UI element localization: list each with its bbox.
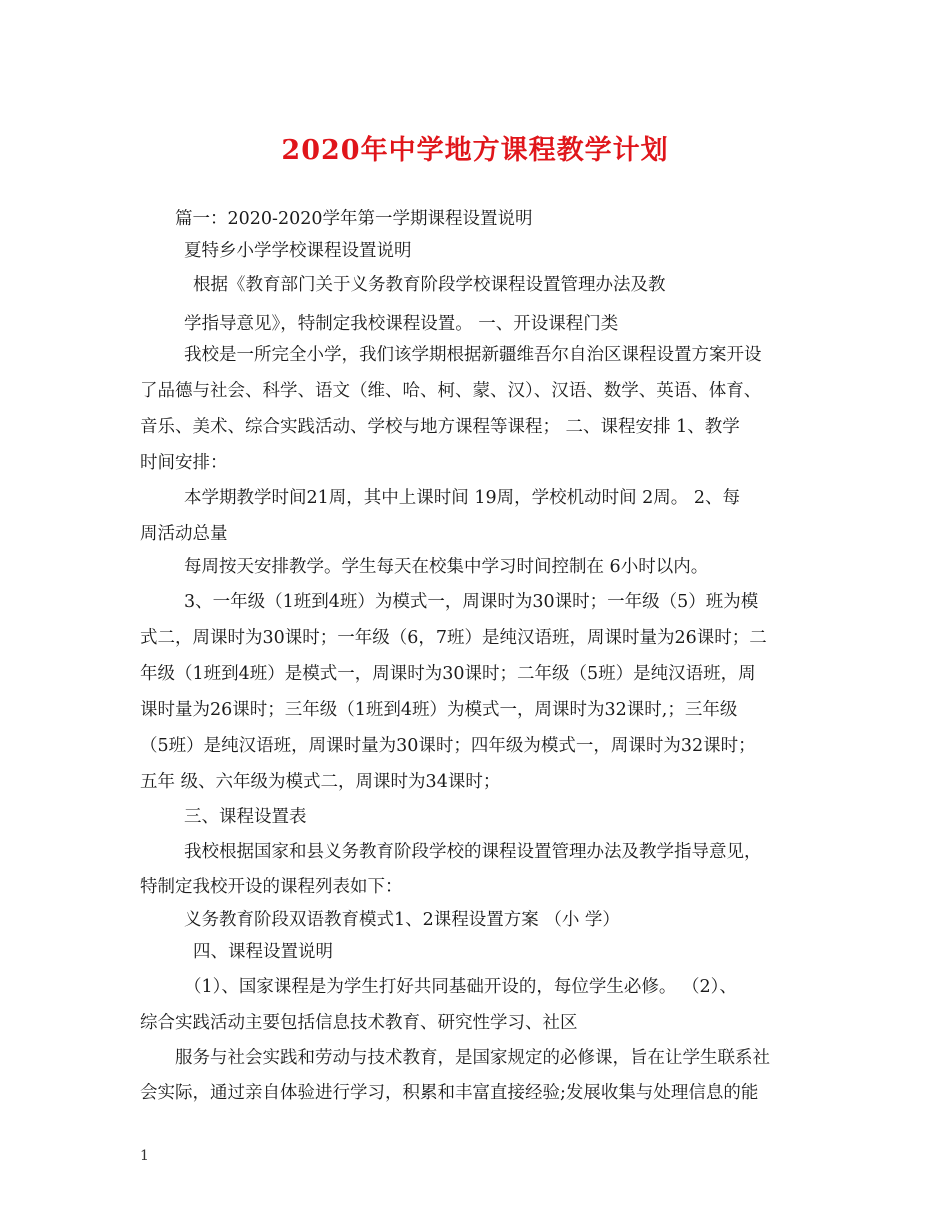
text-line: 服务与社会实践和劳动与技术教育，是国家规定的必修课，旨在让学生联系社	[175, 1048, 770, 1068]
text-line: 夏特乡小学学校课程设置说明	[184, 241, 412, 261]
text-line: 特制定我校开设的课程列表如下：	[140, 877, 403, 897]
text-line: 根据《教育部门关于义务教育阶段学校课程设置管理办法及教	[193, 275, 666, 295]
text-line: 课时量为26课时；三年级（1班到4班）为模式一，周课时为32课时,；三年级	[140, 700, 738, 720]
section-heading: 四、课程设置说明	[193, 942, 333, 962]
text-line: 我校是一所完全小学，我们该学期根据新疆维吾尔自治区课程设置方案开设	[184, 345, 762, 365]
text-line: 五年 级、六年级为模式二，周课时为34课时；	[140, 772, 501, 792]
text-line: 式二，周课时为30课时；一年级（6，7班）是纯汉语班，周课时量为26课时；二	[140, 628, 767, 648]
section-heading: 三、课程设置表	[184, 807, 307, 827]
text-line: 音乐、美术、综合实践活动、学校与地方课程等课程； 二、课程安排 1、教学	[140, 417, 740, 437]
text-line: （5班）是纯汉语班，周课时量为30课时；四年级为模式一，周课时为32课时；	[140, 736, 756, 756]
text-line: 本学期教学时间21周，其中上课时间 19周，学校机动时间 2周。 2、每	[184, 488, 740, 508]
text-line: 了品德与社会、科学、语文（维、哈、柯、蒙、汉）、汉语、数学、英语、体育、	[140, 381, 762, 401]
text-line: 周活动总量	[140, 524, 228, 544]
text-line: 综合实践活动主要包括信息技术教育、研究性学习、社区	[140, 1013, 578, 1033]
text-line: （1）、国家课程是为学生打好共同基础开设的，每位学生必修。 （2）、	[184, 977, 737, 997]
text-line: 时间安排：	[140, 453, 228, 473]
page-number: 1	[140, 1148, 149, 1164]
text-line: 学指导意见》，特制定我校课程设置。 一、开设课程门类	[184, 314, 619, 334]
text-line: 年级（1班到4班）是模式一，周课时为30课时；二年级（5班）是纯汉语班，周	[140, 664, 756, 684]
text-line: 篇一：2020-2020学年第一学期课程设置说明	[175, 209, 533, 229]
text-line: 3、一年级（1班到4班）为模式一，周课时为30课时；一年级（5）班为模	[184, 592, 759, 612]
text-line: 义务教育阶段双语教育模式1、2课程设置方案 （小 学）	[184, 910, 620, 930]
text-line: 每周按天安排教学。学生每天在校集中学习时间控制在 6小时以内。	[184, 557, 709, 577]
text-line: 我校根据国家和县义务教育阶段学校的课程设置管理办法及教学指导意见，	[184, 842, 762, 862]
document-title: 2020年中学地方课程教学计划	[281, 135, 669, 166]
text-line: 会实际，通过亲自体验进行学习，积累和丰富直接经验;发展收集与处理信息的能	[140, 1083, 759, 1103]
